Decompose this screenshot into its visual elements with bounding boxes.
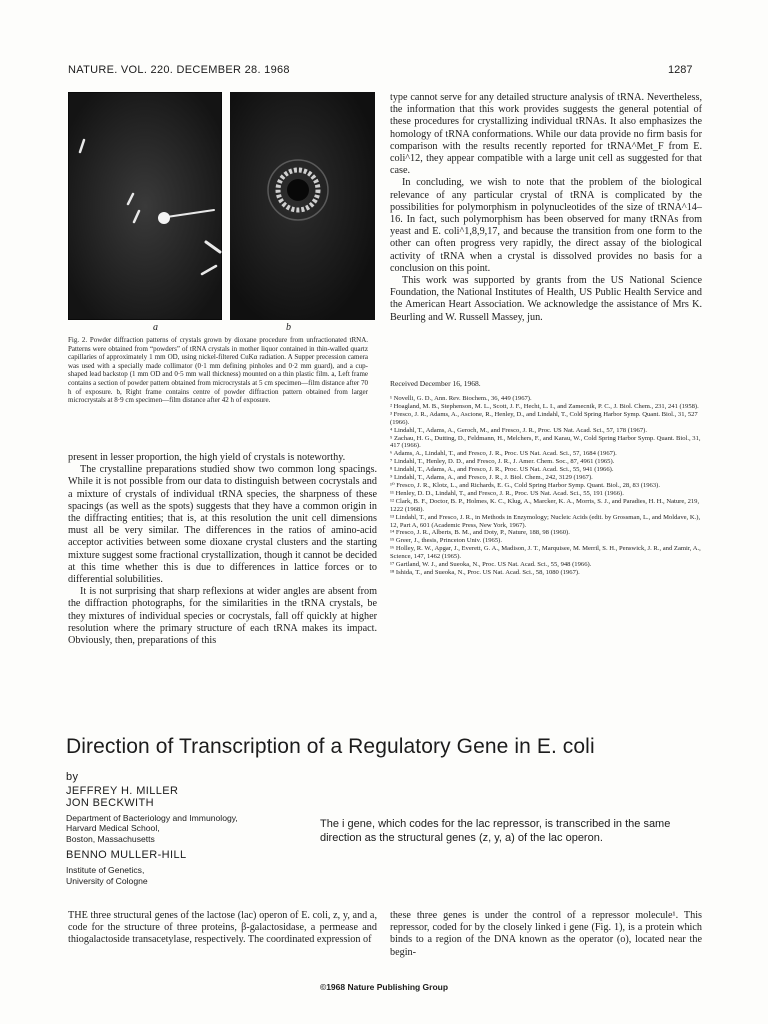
reference-item: ¹³ Lindahl, T., and Fresco, J. R., in Methods in Enzymology; Nucleic Acids (edit. by Grossman, L., and Moldave, K.), 12, Part A, 601 (Academic Press, New York, 1967). (390, 513, 701, 529)
article-abstract: The i gene, which codes for the lac repressor, is transcribed in the same direction as the structural genes (z, y, a) of the lac operon. (320, 818, 671, 844)
reference-item: ² Hoagland, M. B., Stephenson, M. L., Scott, J. F., Hecht, L. I., and Zamecnik, P. C., J. Biol. Chem., 231, 241 (1958). (390, 402, 699, 410)
author-name: BENNO MULLER-HILL (66, 849, 187, 862)
diffraction-photo-b (230, 92, 375, 320)
reference-item: ¹⁵ Greer, J., thesis, Princeton Univ. (1965). (390, 537, 502, 545)
affiliation-line: Harvard Medical School, (66, 823, 160, 834)
author-name: JON BECKWITH (66, 797, 154, 809)
panel-label-b: b (286, 322, 291, 333)
reference-item: ¹⁷ Gartland, W. J., and Sueoka, N., Proc. US Nat. Acad. Sci., 55, 948 (1966). (390, 561, 592, 569)
reference-item: ⁶ Adams, A., Lindahl, T., and Fresco, J. R., Proc. US Nat. Acad. Sci., 57, 1684 (1967). (390, 450, 617, 458)
left-column-text (68, 452, 377, 647)
affiliation-line: University of Cologne (66, 875, 148, 886)
article-body-left: THE three structural genes of the lactose (lac) operon of E. coli, z, y, and a, code for the structure of three proteins, β-galactosidase, a permease and thiogalactoside transacetylase, respectively. The coordinated expression of (68, 910, 377, 946)
reference-item: ¹⁴ Fresco, J. R., Alberts, B. M., and Doty, P., Nature, 188, 98 (1960). (390, 529, 570, 537)
figure-caption: Fig. 2. Powder diffraction patterns of crystals grown by dioxane procedure from unfractionated tRNA. Patterns were obtained from “powders” of tRNA crystals in mother liquor contained in thin-walled quartz capillaries of approximately 1 mm OD, using nickel-filtered CuKα radiation. A Supper precession camera was used with a specially made collimator (0·1 mm defining pinholes and 0·2 mm guard), and a cup-shaped lead backstop (1 mm OD and 0·5 mm wall thickness) mounted on a thin plastic film. a, Left frame contains a section of powder pattern obtained from microcrystals at 5 cm specimen—film distance after 70 h of exposure. b, Right frame contains centre of powder diffraction pattern obtained from larger microcrystals at 8·9 cm specimen—film distance after 42 h of exposure. (68, 336, 368, 405)
affiliation-line: Institute of Genetics, (66, 865, 145, 876)
reference-item: ⁷ Lindahl, T., Henley, D. D., and Fresco, J. R., J. Amer. Chem. Soc., 87, 4961 (1965). (390, 458, 615, 466)
affiliation-line: Department of Bacteriology and Immunology, (66, 813, 238, 823)
reference-item: ⁸ Lindahl, T., Adams, A., and Fresco, J. R., Proc. US Nat. Acad. Sci., 55, 941 (1966). (390, 466, 614, 474)
reference-item: ¹⁶ Holley, R. W., Apgar, J., Everett, G. A., Madison, J. T., Marquisee, M. Merril, S. H., Penswick, J. R., and Zamir, A., Science, 147, 1462 (1965). (390, 545, 701, 561)
right-paragraph-2: In concluding, we wish to note that the problem of the biological relevance of any particular crystal of tRNA is complicated by the possibilities for polymorphism in polynucleotides of the size of tRNA^14–16. In fact, such polymorphism has been observed for many tRNAs from yeast and E. coli^1,8,9,17, and because the transition from one form to the other can often progress very rapidly, the direct assay of the biological activity of tRNA when a crystal is dissolved provides no basis for a conclusion on this point. (390, 177, 702, 274)
left-paragraph-2: The crystalline preparations studied show two common long spacings. While it is not possible from our data to distinguish between cocrystals and a mixture of crystals of individual tRNA species, the sharpness of these spacings (as well as the spots) suggests that they have a common origin in the diffracting entities; that is, at this resolution the unit cell dimensions must all be very similar. The differences in the ratios of amino-acid acceptor activities between some dioxane crystal clusters and the starting mixture suggest some fractional crystallization, though it cannot be decided at this time whether this is due to differences in lattice forces or to differential solubilities. (68, 464, 377, 586)
copyright-footer: ©1968 Nature Publishing Group (319, 982, 449, 992)
article-body-right: these three genes is under the control of a repressor molecule¹. This repressor, coded for by the closely linked i gene (Fig. 1), is a protein which binds to a region of the DNA known as the operator (o), located near the begin- (390, 910, 702, 958)
right-column-text (390, 92, 702, 324)
received-date: Received December 16, 1968. (390, 379, 481, 388)
affiliation-line: Boston, Massachusetts (66, 833, 155, 844)
by-label: by (66, 771, 79, 783)
reference-list (390, 395, 702, 577)
reference-item: ⁹ Lindahl, T., Adams, A., and Fresco, J. R., J. Biol. Chem., 242, 3129 (1967). (390, 474, 593, 482)
left-paragraph-3: It is not surprising that sharp reflexions at wider angles are absent from the diffraction photographs, for the similarities in the tRNA crystals, be they mixtures of individual species or cocrystals, fall off quickly at higher resolution where the primary structure of each tRNA makes its impact. Obviously, then, preparations of this (68, 586, 377, 647)
author-name: JEFFREY H. MILLER (66, 785, 179, 797)
right-paragraph-1: type cannot serve for any detailed structure analysis of tRNA. Nevertheless, the information that this work provides suggests the general potential of these procedures for crystallizing individual tRNAs. It also emphasizes the homology of tRNA conformations. While our data provide no firm basis for comparison with the results recently reported for tRNA^Met_F from E. coli^12, they appear compatible with a large unit cell as suggested for that case. (390, 92, 702, 177)
page-number: 1287 (668, 64, 693, 76)
journal-header: NATURE. VOL. 220. DECEMBER 28. 1968 (68, 64, 290, 76)
right-paragraph-3: This work was supported by grants from the US National Science Foundation, the National Institutes of Health, US Public Health Service and the American Heart Association. We acknowledge the assistance of Mrs K. Beurling and W. Russell Massey, jun. (390, 275, 702, 323)
reference-item: ⁴ Lindahl, T., Adams, A., Geroch, M., and Fresco, J. R., Proc. US Nat. Acad. Sci., 57, 178 (1967). (390, 426, 647, 434)
left-paragraph-1: present in lesser proportion, the high yield of crystals is noteworthy. (68, 452, 346, 463)
diffraction-photo-a (68, 92, 222, 320)
reference-item: ¹¹ Henley, D. D., Lindahl, T., and Fresco, J. R., Proc. US Nat. Acad. Sci., 55, 191 (1966). (390, 489, 624, 497)
reference-item: ⁵ Zachau, H. G., Dutting, D., Feldmann, H., Melchers, F., and Karau, W., Cold Spring Harbor Symp. Quant. Biol., 31, 417 (1966). (390, 434, 701, 450)
reference-item: ³ Fresco, J. R., Adams, A., Ascione, R., Henley, D., and Lindahl, T., Cold Spring Harbor Symp. Quant. Biol., 31, 527 (1966). (390, 410, 698, 426)
reference-item: ¹ Novelli, G. D., Ann. Rev. Biochem., 36, 449 (1967). (390, 395, 532, 402)
reference-item: ¹⁰ Fresco, J. R., Klotz, L., and Richards, E. G., Cold Spring Harbor Symp. Quant. Biol., 28, 83 (1963). (390, 481, 660, 489)
byline-block (66, 771, 306, 886)
reference-item: ¹² Clark, B. F., Doctor, B. P., Holmes, K. C., Klug, A., Marcker, K. A., Morris, S. J., and Paradies, H. H., Nature, 219, 1222 (1968). (390, 497, 700, 513)
reference-item: ¹⁸ Ishida, T., and Sueoka, N., Proc. US Nat. Acad. Sci., 58, 1080 (1967). (390, 568, 580, 576)
article-title: Direction of Transcription of a Regulatory Gene in E. coli (66, 735, 595, 758)
panel-label-a: a (153, 322, 158, 333)
